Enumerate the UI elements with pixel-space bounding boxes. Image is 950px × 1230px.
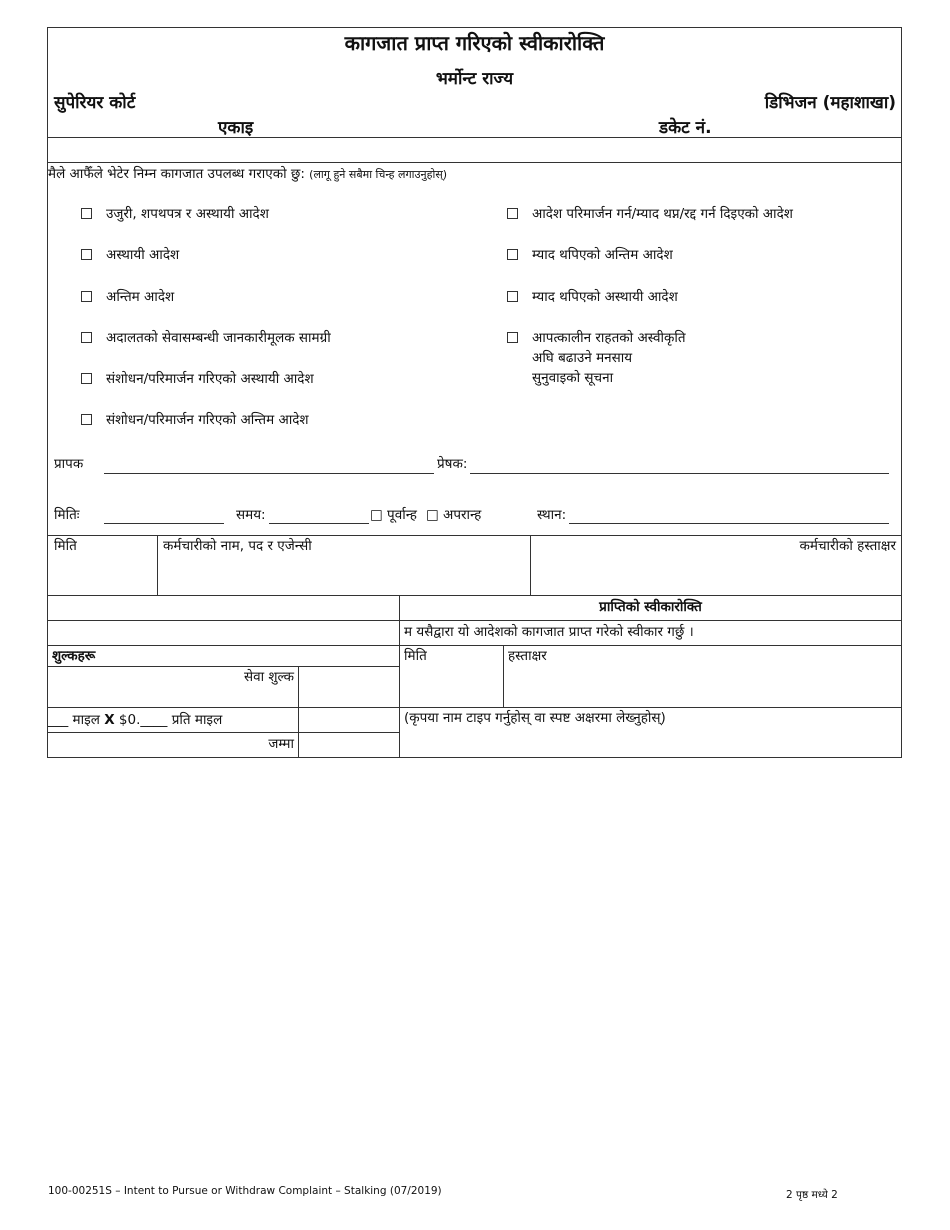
form-id: 100-00251S – Intent to Pursue or Withdraw Complaint – Stalking (07/2019) xyxy=(48,1185,442,1197)
court-name: सुपेरियर कोर्ट xyxy=(54,93,136,113)
checkbox-label: आपत्कालीन राहतको अस्वीकृति xyxy=(532,330,686,346)
page-number: 2 पृष्ठ मध्ये 2 xyxy=(786,1189,838,1201)
checkbox-amended-final-order[interactable] xyxy=(81,414,92,425)
intro-hint: (लागू हुने सबैमा चिन्ह लगाउनुहोस्) xyxy=(309,168,448,181)
checkbox-label: संशोधन/परिमार्जन गरिएको अन्तिम आदेश xyxy=(106,412,309,428)
checkbox-extended-final-order[interactable] xyxy=(507,249,518,260)
sender-label: प्रेषक: xyxy=(437,456,468,472)
divider xyxy=(503,645,504,707)
officer-name-header: कर्मचारीको नाम, पद र एजेन्सी xyxy=(163,538,312,554)
mileage-rate: $0.____ xyxy=(118,712,168,728)
receipt-signature-label: हस्ताक्षर xyxy=(508,648,547,664)
divider xyxy=(47,645,902,646)
intro-main: मैले आफैँले भेटेर निम्न कागजात उपलब्ध गराएको छु: xyxy=(48,166,305,182)
checkbox-emergency-relief-denial[interactable] xyxy=(507,332,518,343)
checkbox-amended-temp-order[interactable] xyxy=(81,373,92,384)
checkbox-temporary-order[interactable] xyxy=(81,249,92,260)
officer-signature-header: कर्मचारीको हस्ताक्षर xyxy=(799,538,896,554)
mileage-per: प्रति माइल xyxy=(171,712,223,728)
checkbox-extended-temp-order[interactable] xyxy=(507,291,518,302)
divider xyxy=(47,620,902,621)
divider xyxy=(47,595,902,596)
date-label: मितिः xyxy=(54,507,80,523)
print-name-label: (कृपया नाम टाइप गर्नुहोस् वा स्पष्ट अक्षरमा लेख्नुहोस्) xyxy=(404,710,666,726)
recipient-label: प्रापक xyxy=(54,456,84,472)
divider xyxy=(298,666,299,758)
mileage-line xyxy=(48,710,222,728)
am-option[interactable]: □ पूर्वान्ह xyxy=(370,507,417,523)
mileage-x: X xyxy=(104,712,115,728)
date-field[interactable] xyxy=(104,523,224,524)
checkbox-label: सुनुवाइको सूचना xyxy=(532,370,614,386)
checkbox-label: म्याद थपिएको अस्थायी आदेश xyxy=(532,289,678,305)
officer-date-header: मिति xyxy=(54,538,77,554)
pm-option[interactable]: □ अपरान्ह xyxy=(426,507,482,523)
mileage-blank: ___ xyxy=(48,712,69,728)
receipt-date-label: मिति xyxy=(404,648,427,664)
form-title: कागजात प्राप्त गरिएको स्वीकारोक्ति xyxy=(344,31,605,55)
checkbox-modify-extend-vacate-order[interactable] xyxy=(507,208,518,219)
receipt-statement: म यसैद्वारा यो आदेशको कागजात प्राप्त गरेको स्वीकार गर्छु । xyxy=(404,624,694,640)
divider xyxy=(47,707,399,708)
receipt-heading: प्राप्तिको स्वीकारोक्ति xyxy=(599,599,702,615)
checkbox-final-order[interactable] xyxy=(81,291,92,302)
divider xyxy=(530,535,531,595)
sender-field[interactable] xyxy=(470,473,889,474)
state-name: भर्मोन्ट राज्य xyxy=(435,69,514,89)
divider xyxy=(47,162,902,163)
checkbox-label: म्याद थपिएको अन्तिम आदेश xyxy=(532,247,673,263)
checkbox-label: अदालतको सेवासम्बन्धी जानकारीमूलक सामग्री xyxy=(106,330,331,346)
total-label: जम्मा xyxy=(268,736,294,752)
checkbox-label: उजुरी, शपथपत्र र अस्थायी आदेश xyxy=(106,206,269,222)
recipient-field[interactable] xyxy=(104,473,434,474)
division-label: डिभिजन (महाशाखा) xyxy=(764,93,896,113)
checkbox-complaint-affidavit-temp-order[interactable] xyxy=(81,208,92,219)
intro-statement xyxy=(48,164,447,182)
checkbox-label: अघि बढाउने मनसाय xyxy=(532,350,633,366)
fees-heading: शुल्कहरू xyxy=(52,648,96,664)
mileage-miles: माइल xyxy=(72,712,100,728)
divider xyxy=(47,137,902,138)
divider xyxy=(47,732,399,733)
time-label: समय: xyxy=(236,507,266,523)
checkbox-label: अन्तिम आदेश xyxy=(106,289,175,305)
place-label: स्थान: xyxy=(537,507,567,523)
place-field[interactable] xyxy=(569,523,889,524)
checkbox-label: आदेश परिमार्जन गर्न/म्याद थप्न/रद्द गर्न दिइएको आदेश xyxy=(532,206,793,222)
checkbox-court-service-info[interactable] xyxy=(81,332,92,343)
service-fee-label: सेवा शुल्क xyxy=(243,669,294,685)
docket-label: डकेट नं. xyxy=(659,118,712,138)
checkbox-label: संशोधन/परिमार्जन गरिएको अस्थायी आदेश xyxy=(106,371,314,387)
time-field[interactable] xyxy=(269,523,369,524)
unit-label: एकाइ xyxy=(218,118,254,138)
checkbox-label: अस्थायी आदेश xyxy=(106,247,180,263)
divider xyxy=(157,535,158,595)
